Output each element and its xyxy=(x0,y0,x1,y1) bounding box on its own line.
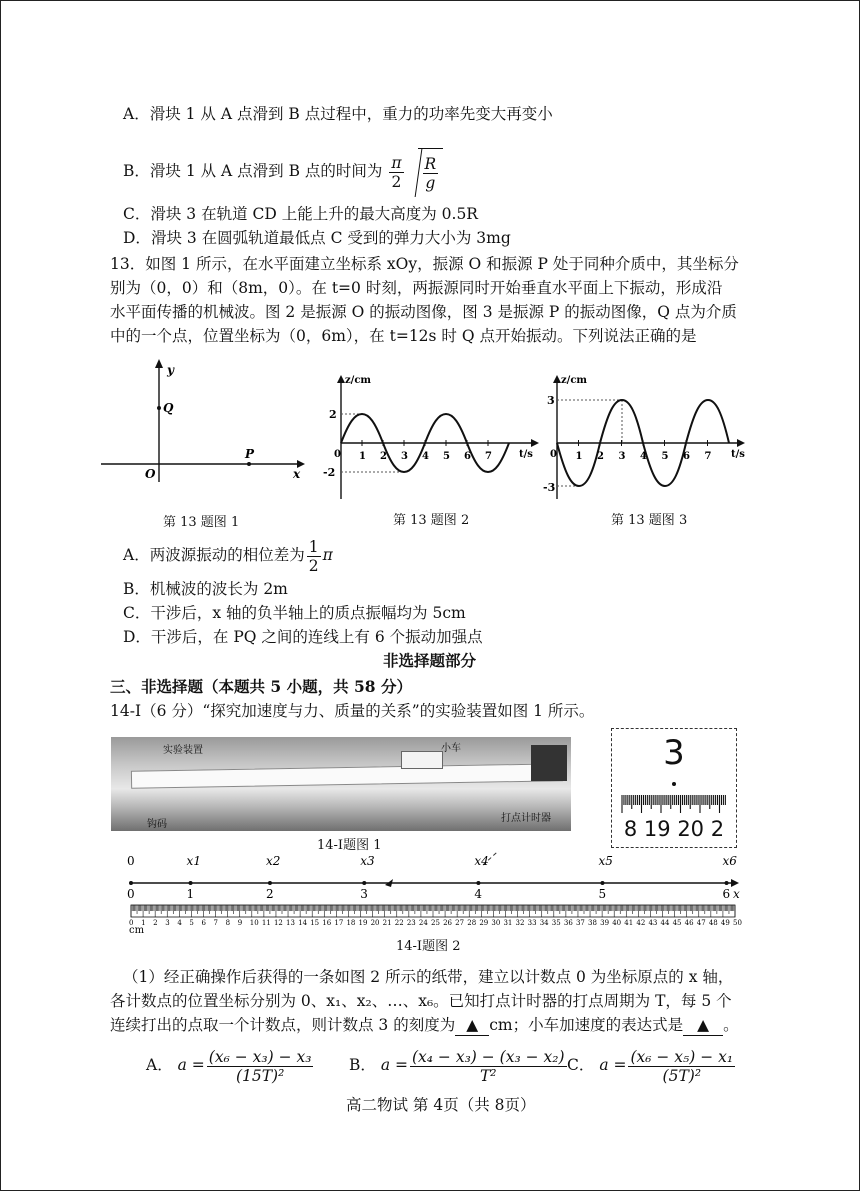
zoom-inset xyxy=(611,728,737,848)
fig1-q-label: Q xyxy=(163,401,174,415)
ruler-number: 37 xyxy=(575,919,585,927)
fraction: $\frac{\text{(x₆ − x₅) − x₁}}{\text{(5T)²}}$ xyxy=(630,1047,734,1085)
fig2-amp-label: 2 xyxy=(329,408,337,421)
count-point xyxy=(189,881,193,885)
count-point xyxy=(362,881,366,885)
tape-axis-label: 4 xyxy=(474,887,483,901)
q14-option-a: A． a = $\frac{\text{(x₆ − x₃) − x₃}}{\text{(15T)²}}$ xyxy=(146,1047,312,1085)
tape-x-label: x6 xyxy=(722,854,737,868)
ruler-number: 34 xyxy=(539,919,549,927)
ruler-number: 36 xyxy=(563,919,573,927)
q14-tape-figure xyxy=(121,851,751,933)
ruler-number: 18 xyxy=(346,919,356,927)
ruler-number: 41 xyxy=(624,919,634,927)
q14-fig1-caption: 14-I题图 1 xyxy=(317,838,382,853)
ruler-number: 31 xyxy=(503,919,513,927)
fig2-tick-label: 7 xyxy=(485,451,492,462)
q13-stem-line-1: 13．如图 1 所示，在水平面建立坐标系 xOy，振源 O 和振源 P 处于同种介质中，其坐标分 xyxy=(110,255,739,273)
ruler-number: 28 xyxy=(467,919,477,927)
fraction: $\frac{\text{(x₆ − x₃) − x₃}}{\text{(15T)²}}$ xyxy=(208,1047,312,1085)
ruler-number: 3 xyxy=(165,919,170,927)
ruler-number: 48 xyxy=(708,919,718,927)
ruler-number: 10 xyxy=(249,919,259,927)
fig1-y-label: y xyxy=(167,363,174,377)
fig2-y-label: z/cm xyxy=(345,375,372,386)
ruler-number: 30 xyxy=(491,919,501,927)
q13-option-d: D．干涉后，在 PQ 之间的连线上有 6 个振动加强点 xyxy=(123,628,483,646)
ruler-number: 4 xyxy=(177,919,182,927)
ruler-number: 20 xyxy=(370,919,380,927)
q13-option-b: B．机械波的波长为 2m xyxy=(123,580,288,598)
ruler-number: 19 xyxy=(358,919,368,927)
q14-paragraph-line-1: （1）经正确操作后获得的一条如图 2 所示的纸带，建立以计数点 0 为坐标原点的 x 轴， xyxy=(123,968,734,986)
ruler-number: 47 xyxy=(696,919,706,927)
q14-option-b: B． a = $\frac{\text{(x₄ − x₃) − (x₃ − x₂)}}{\text{T²}}$ xyxy=(349,1047,565,1085)
section-header: 三、非选择题（本题共 5 小题，共 58 分） xyxy=(110,677,412,696)
ruler-number: 29 xyxy=(479,919,489,927)
fraction: $\frac{\pi}{2}$ xyxy=(391,153,402,191)
q12-option-d: D．滑块 3 在圆弧轨道最低点 C 受到的弹力大小为 3mg xyxy=(123,229,511,247)
q13-option-c: C．干涉后，x 轴的负半轴上的质点振幅均为 5cm xyxy=(123,604,466,622)
blank-2: ▲ xyxy=(683,1015,723,1036)
ruler-number: 13 xyxy=(286,919,295,927)
count-point xyxy=(268,881,272,885)
ruler-number: 23 xyxy=(406,919,416,927)
fig3-origin-label: 0 xyxy=(550,449,557,460)
page-footer: 高二物试 第 4页（共 8页） xyxy=(346,1096,536,1114)
ruler-number: 9 xyxy=(237,919,243,927)
tape-top-label: 0 xyxy=(127,854,135,868)
fig2-tick-label: 6 xyxy=(464,451,471,462)
ruler-number: 39 xyxy=(600,919,610,927)
ruler-number: 27 xyxy=(455,919,465,927)
q12-option-a: A．滑块 1 从 A 点滑到 B 点过程中，重力的功率先变大再变小 xyxy=(123,105,553,123)
ruler-number: 2 xyxy=(153,919,158,927)
tape-axis-label: 6 xyxy=(722,887,731,901)
fig3-tick-label: 7 xyxy=(704,451,712,462)
q12-option-b: B．滑块 1 从 A 点滑到 B 点的时间为 $\frac{\pi}{2}$ $\frac{R}{g}$ xyxy=(123,147,443,195)
fig2-tick-label: 2 xyxy=(380,451,387,462)
ruler-number: 26 xyxy=(443,919,453,927)
q13-stem-line-2: 别为（0，0）和（8m，0）。在 t=0 时刻，两振源同时开始垂直水平面上下振动，形成沿 xyxy=(110,279,723,297)
tape-x-label: x5 xyxy=(598,854,613,868)
q14-intro: 14-I（6 分）“探究加速度与力、质量的关系”的实验装置如图 1 所示。 xyxy=(110,702,595,720)
tape-axis-label: 1 xyxy=(186,887,195,901)
zoom-dot xyxy=(672,782,676,786)
photo-label-timer: 打点计时器 xyxy=(501,813,551,824)
q13-fig3-caption: 第 13 题图 3 xyxy=(611,513,688,528)
ruler-number: 45 xyxy=(672,919,682,927)
fig2-tick-label: 5 xyxy=(443,451,450,462)
cart xyxy=(401,751,443,769)
fig2-x-label: t/s xyxy=(519,449,533,460)
photo-label-cart: 小车 xyxy=(441,743,461,754)
ruler-number: 6 xyxy=(201,919,206,927)
ruler-number: 5 xyxy=(189,919,194,927)
ruler-number: 25 xyxy=(431,919,440,927)
q13-stem-line-3: 水平面传播的机械波。图 2 是振源 O 的振动图像，图 3 是振源 P 的振动图像，Q 点为介质 xyxy=(110,303,737,321)
ruler-number: 11 xyxy=(261,919,271,927)
count-point xyxy=(129,881,133,885)
fig2-origin-label: 0 xyxy=(334,449,341,460)
q14-fig2-caption: 14-I题图 2 xyxy=(396,939,461,954)
count-point xyxy=(476,881,480,885)
sqrt: $\frac{R}{g}$ xyxy=(418,148,444,197)
q14-paragraph-line-2: 各计数点的位置坐标分别为 0、x₁、x₂、…、x₆。已知打点计时器的打点周期为 T，每 5 个 xyxy=(110,992,732,1010)
fig3-tick-label: 2 xyxy=(597,451,604,462)
ruler-number: 43 xyxy=(648,919,658,927)
blank-1: ▲ xyxy=(455,1015,489,1036)
experiment-photo xyxy=(111,737,571,831)
zoom-ruler xyxy=(620,795,728,815)
q13-fig1-caption: 第 13 题图 1 xyxy=(163,515,240,530)
ruler-number: 14 xyxy=(298,919,308,927)
fig3-amp-label: 3 xyxy=(547,394,555,407)
timer xyxy=(531,745,567,781)
track-rail xyxy=(131,763,563,789)
q14-paragraph-line-3: 连续打出的点取一个计数点，则计数点 3 的刻度为 ▲ cm；小车加速度的表达式是 ▲ 。 xyxy=(110,1016,739,1034)
fraction: $\frac{\text{(x₄ − x₃) − (x₃ − x₂)}}{\text{T²}}$ xyxy=(411,1047,565,1085)
fig2-tick-label: 3 xyxy=(401,451,408,462)
fig3-tick-label: 3 xyxy=(618,451,626,462)
section-title: 非选择题部分 xyxy=(383,651,477,670)
tape-axis-label: 0 xyxy=(127,887,135,901)
ruler-number: 38 xyxy=(588,919,597,927)
ruler-number: 42 xyxy=(636,919,646,927)
fig3-tick-label: 6 xyxy=(683,451,690,462)
ruler-number: 49 xyxy=(720,919,730,927)
q13-fig2-caption: 第 13 题图 2 xyxy=(393,513,470,528)
ruler-number: 15 xyxy=(310,919,320,927)
tape-axis-label: 5 xyxy=(598,887,607,901)
q13-stem-line-4: 中的一个点，位置坐标为（0，6m），在 t=12s 时 Q 点开始振动。下列说法正确的是 xyxy=(110,327,697,345)
fraction: $\frac{1}{2}$ xyxy=(308,537,319,575)
ruler-number: 46 xyxy=(684,919,694,927)
ruler-number: 35 xyxy=(551,919,561,927)
fig3-tick-label: 4 xyxy=(640,451,647,462)
ruler-number: 40 xyxy=(612,919,622,927)
q13-option-a: A．两波源振动的相位差为 $\frac{1}{2}$ π xyxy=(123,537,333,575)
ruler-number: 17 xyxy=(334,919,344,927)
q12-option-c: C．滑块 3 在轨道 CD 上能上升的最大高度为 0.5R xyxy=(123,205,478,223)
ruler-number: 7 xyxy=(213,919,219,927)
tape-x-label: x4 xyxy=(474,854,489,868)
fig1-origin-label: O xyxy=(145,467,156,481)
tape-axis-label: 3 xyxy=(360,887,368,901)
ruler-number: 8 xyxy=(225,919,231,927)
ruler-number: 50 xyxy=(733,919,742,927)
count-point xyxy=(600,881,604,885)
ruler-number: 24 xyxy=(418,919,428,927)
fig1-x-label: x xyxy=(293,467,301,481)
q13-figure-2 xyxy=(319,373,547,503)
q14-option-c: C． a = $\frac{\text{(x₆ − x₅) − x₁}}{\text{(5T)²}}$ xyxy=(567,1047,734,1085)
photo-label-device: 实验装置 xyxy=(163,745,203,756)
fig3-tick-label: 5 xyxy=(661,451,669,462)
photo-label-hook: 钩码 xyxy=(147,819,167,830)
fig2-neg-label: -2 xyxy=(323,466,336,479)
tape-x-axis-label: x xyxy=(733,887,740,901)
tape-x-label: x1 xyxy=(186,854,201,868)
ruler-number: 32 xyxy=(515,919,525,927)
q13-figure-3 xyxy=(543,373,753,503)
ruler-number: 12 xyxy=(273,919,283,927)
ruler-number: 21 xyxy=(382,919,392,927)
count-point xyxy=(725,881,729,885)
tape-x-label: x2 xyxy=(265,854,281,868)
q13-figure-1 xyxy=(97,356,307,486)
fig3-neg-label: -3 xyxy=(543,481,556,494)
ruler-number: 0 xyxy=(129,919,134,927)
ruler-number: 16 xyxy=(322,919,332,927)
fig2-tick-label: 4 xyxy=(422,451,429,462)
ruler-number: 1 xyxy=(141,919,146,927)
ruler-number: 44 xyxy=(660,919,670,927)
ruler-unit: cm xyxy=(129,925,145,933)
fig3-y-label: z/cm xyxy=(561,375,588,386)
zoom-count-label: 3 xyxy=(663,733,685,773)
zoom-digits: 8 19 20 2 xyxy=(623,817,725,841)
fig2-tick-label: 1 xyxy=(359,451,366,462)
fig1-p-label: P xyxy=(245,447,255,461)
fig3-x-label: t/s xyxy=(731,449,745,460)
ruler-number: 22 xyxy=(394,919,404,927)
fig3-tick-label: 1 xyxy=(575,451,583,462)
ruler-number: 33 xyxy=(527,919,537,927)
tape-axis-label: 2 xyxy=(265,887,274,901)
tape-x-label: x3 xyxy=(360,854,375,868)
